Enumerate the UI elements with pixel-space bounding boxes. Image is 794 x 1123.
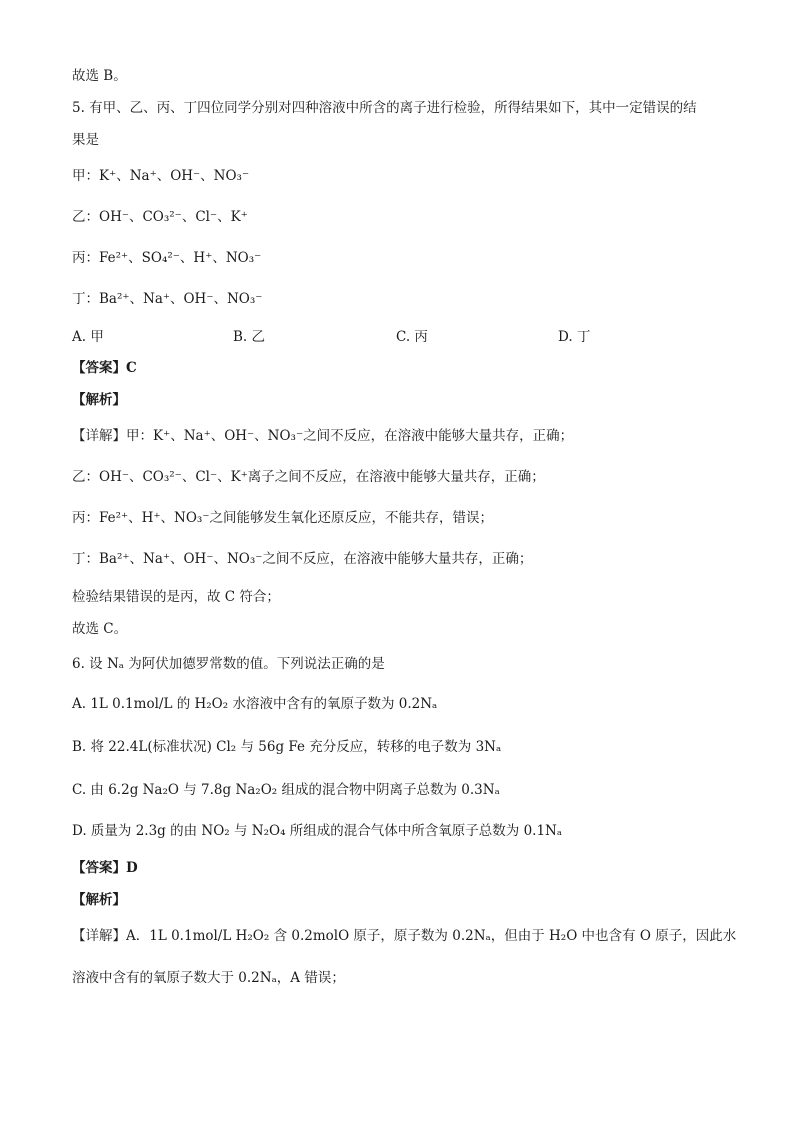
question-6-option-b: B. 将 22.4L(标准状况) Cl₂ 与 56g Fe 充分反应，转移的电子数为 3Nₐ	[72, 739, 502, 755]
analysis-label-q6: 【解析】	[72, 892, 126, 908]
option-b: B. 乙	[233, 329, 266, 345]
question-5-stem-cont: 果是	[72, 132, 99, 148]
detail-jia: 【详解】甲：K⁺、Na⁺、OH⁻、NO₃⁻之间不反应，在溶液中能够大量共存，正确；	[72, 428, 574, 444]
question-6-option-a: A. 1L 0.1mol/L 的 H₂O₂ 水溶液中含有的氧原子数为 0.2Nₐ	[72, 696, 438, 712]
detail-bing: 丙：Fe²⁺、H⁺、NO₃⁻之间能够发生氧化还原反应，不能共存，错误；	[72, 510, 493, 526]
answer-label-q5: 【答案】C	[72, 360, 137, 376]
analysis-label-q5: 【解析】	[72, 392, 126, 408]
question-6-option-d: D. 质量为 2.3g 的由 NO₂ 与 N₂O₄ 所组成的混合气体中所含氧原子总数为 0.1Nₐ	[72, 823, 563, 839]
ion-set-ding: 丁：Ba²⁺、Na⁺、OH⁻、NO₃⁻	[72, 291, 263, 307]
question-5-options	[72, 327, 692, 347]
question-6-stem: 6. 设 Nₐ 为阿伏加德罗常数的值。下列说法正确的是	[72, 656, 385, 672]
detail-q6-a: 【详解】A．1L 0.1mol/L H₂O₂ 含 0.2molO 原子，原子数为 0.2Nₐ，但由于 H₂O 中也含有 O 原子，因此水	[72, 928, 737, 944]
option-d: D. 丁	[558, 329, 591, 345]
detail-ding: 丁：Ba²⁺、Na⁺、OH⁻、NO₃⁻之间不反应，在溶液中能够大量共存，正确；	[72, 551, 533, 567]
ion-set-jia: 甲：K⁺、Na⁺、OH⁻、NO₃⁻	[72, 168, 250, 184]
answer-label-q6: 【答案】D	[72, 860, 138, 876]
text-line-conclusion-b: 故选 B。	[72, 68, 127, 84]
detail-q6-a-cont: 溶液中含有的氧原子数大于 0.2Nₐ，A 错误；	[72, 970, 345, 986]
text-line-conclusion-c: 故选 C。	[72, 621, 128, 637]
detail-yi: 乙：OH⁻、CO₃²⁻、Cl⁻、K⁺离子之间不反应，在溶液中能够大量共存，正确；	[72, 469, 545, 485]
ion-set-bing: 丙：Fe²⁺、SO₄²⁻、H⁺、NO₃⁻	[72, 250, 262, 266]
option-a: A. 甲	[72, 329, 104, 345]
option-c: C. 丙	[396, 329, 428, 345]
ion-set-yi: 乙：OH⁻、CO₃²⁻、Cl⁻、K⁺	[72, 209, 248, 225]
detail-conclusion: 检验结果错误的是丙，故 C 符合；	[72, 589, 280, 605]
question-6-option-c: C. 由 6.2g Na₂O 与 7.8g Na₂O₂ 组成的混合物中阴离子总数为 0.3Nₐ	[72, 782, 500, 798]
question-5-stem: 5. 有甲、乙、丙、丁四位同学分别对四种溶液中所含的离子进行检验，所得结果如下，其中一定错误的结	[72, 100, 697, 116]
